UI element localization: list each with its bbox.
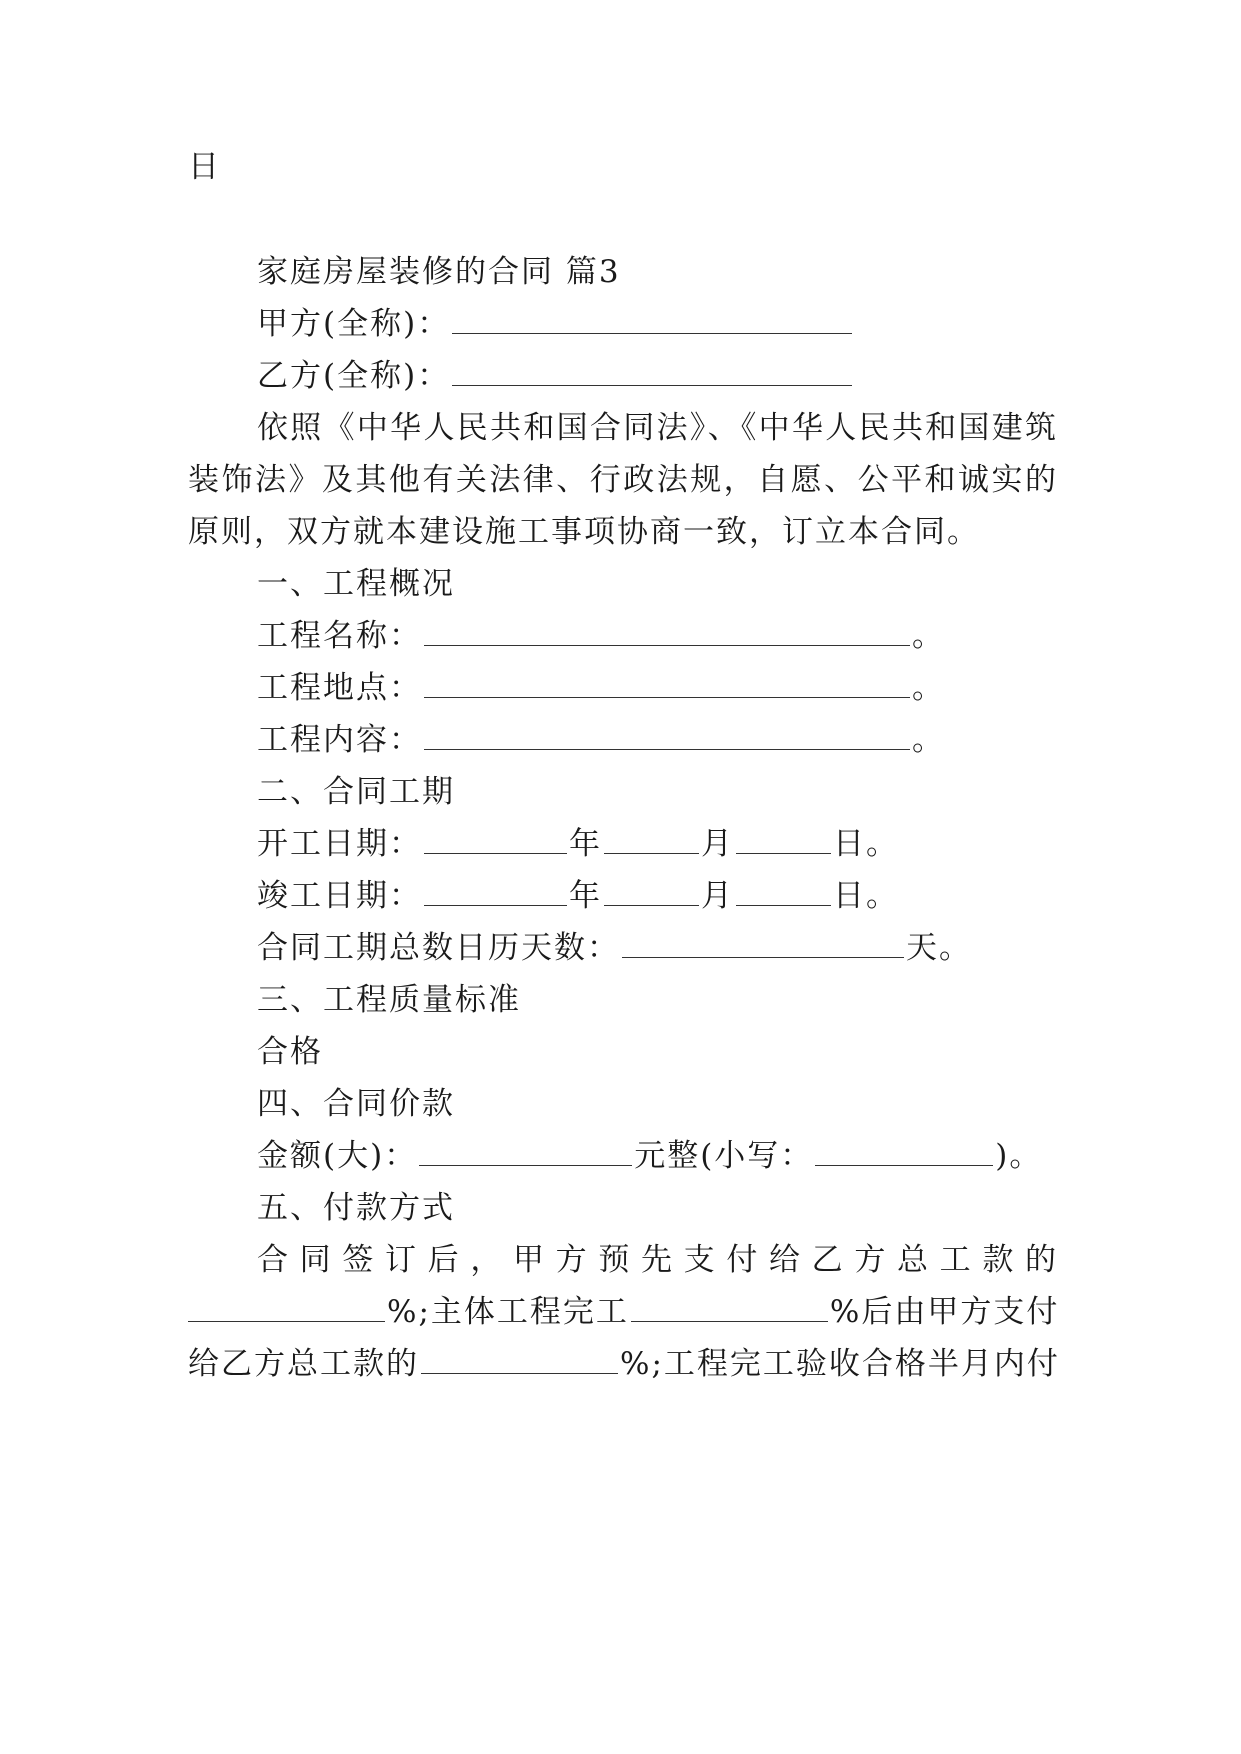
total-days-blank [622,929,904,958]
section-5-heading: 五、付款方式 [257,1190,455,1226]
party-a-line [257,304,1058,344]
total-days-unit: 天。 [906,930,972,966]
party-a-blank [452,305,852,334]
project-name-blank [424,617,910,646]
quality-standard-value: 合格 [257,1034,323,1070]
project-content-end: 。 [912,722,945,758]
payment-pct-1-blank [188,1293,385,1322]
amount-label: 金额(大)： [257,1138,418,1174]
party-b-label: 乙方(全称)： [257,358,451,394]
start-day-blank [736,825,831,854]
payment-pct-1-text: %;主体工程完工 [387,1294,629,1330]
preamble-line-3: 原则，双方就本建设施工事项协商一致，订立本合同。 [188,514,980,550]
section-4-heading: 四、合同价款 [257,1086,455,1122]
finish-date-label: 竣工日期： [257,878,422,914]
payment-pct-2-blank [631,1293,828,1322]
start-date-line [257,824,1058,864]
start-month-blank [604,825,699,854]
project-location-label: 工程地点： [257,670,422,706]
payment-line-3 [188,1344,1058,1384]
project-content-blank [424,721,910,750]
section-3-heading: 三、工程质量标准 [257,982,521,1018]
party-b-blank [452,357,852,386]
finish-date-line [257,876,1058,916]
amount-lower-blank [815,1137,993,1166]
payment-line-3-text: %;工程完工验收合格半月内付 [620,1346,1060,1382]
project-content-label: 工程内容： [257,722,422,758]
project-name-line [257,616,1058,656]
finish-day-unit: 日。 [833,878,899,914]
finish-year-blank [424,877,567,906]
project-location-blank [424,669,910,698]
finish-day-blank [736,877,831,906]
amount-yuan-text: 元整(小写： [634,1138,814,1174]
section-title: 家庭房屋装修的合同 篇3 [257,254,621,290]
project-name-end: 。 [912,618,945,654]
start-date-label: 开工日期： [257,826,422,862]
payment-line-1: 合同签订后，甲方预先支付给乙方总工款的 [257,1242,1058,1278]
start-month-unit: 月 [701,826,734,862]
total-days-line [257,928,1058,968]
payment-pct-2-text: %后由甲方支付 [829,1294,1060,1330]
project-content-line [257,720,1058,760]
section-1-heading: 一、工程概况 [257,566,455,602]
party-b-line [257,356,1058,396]
start-year-blank [424,825,567,854]
start-day-unit: 日。 [833,826,899,862]
amount-upper-blank [419,1137,632,1166]
payment-line-3-label: 给乙方总工款的 [188,1346,419,1382]
finish-year-unit: 年 [569,878,602,914]
project-name-label: 工程名称： [257,618,422,654]
preamble-line-1: 依照《中华人民共和国合同法》、《中华人民共和国建筑 [257,410,1058,446]
party-a-label: 甲方(全称)： [257,306,451,342]
finish-month-blank [604,877,699,906]
payment-pct-3-blank [421,1345,618,1374]
page-top-fragment: 日 [188,149,221,185]
project-location-line [257,668,1058,708]
section-2-heading: 二、合同工期 [257,774,455,810]
total-days-label: 合同工期总数日历天数： [257,930,620,966]
payment-line-2 [188,1292,1058,1332]
preamble-line-2: 装饰法》及其他有关法律、行政法规，自愿、公平和诚实的 [188,462,1058,498]
contract-amount-line [257,1136,1058,1176]
project-location-end: 。 [912,670,945,706]
start-year-unit: 年 [569,826,602,862]
finish-month-unit: 月 [701,878,734,914]
amount-close: )。 [995,1138,1043,1174]
